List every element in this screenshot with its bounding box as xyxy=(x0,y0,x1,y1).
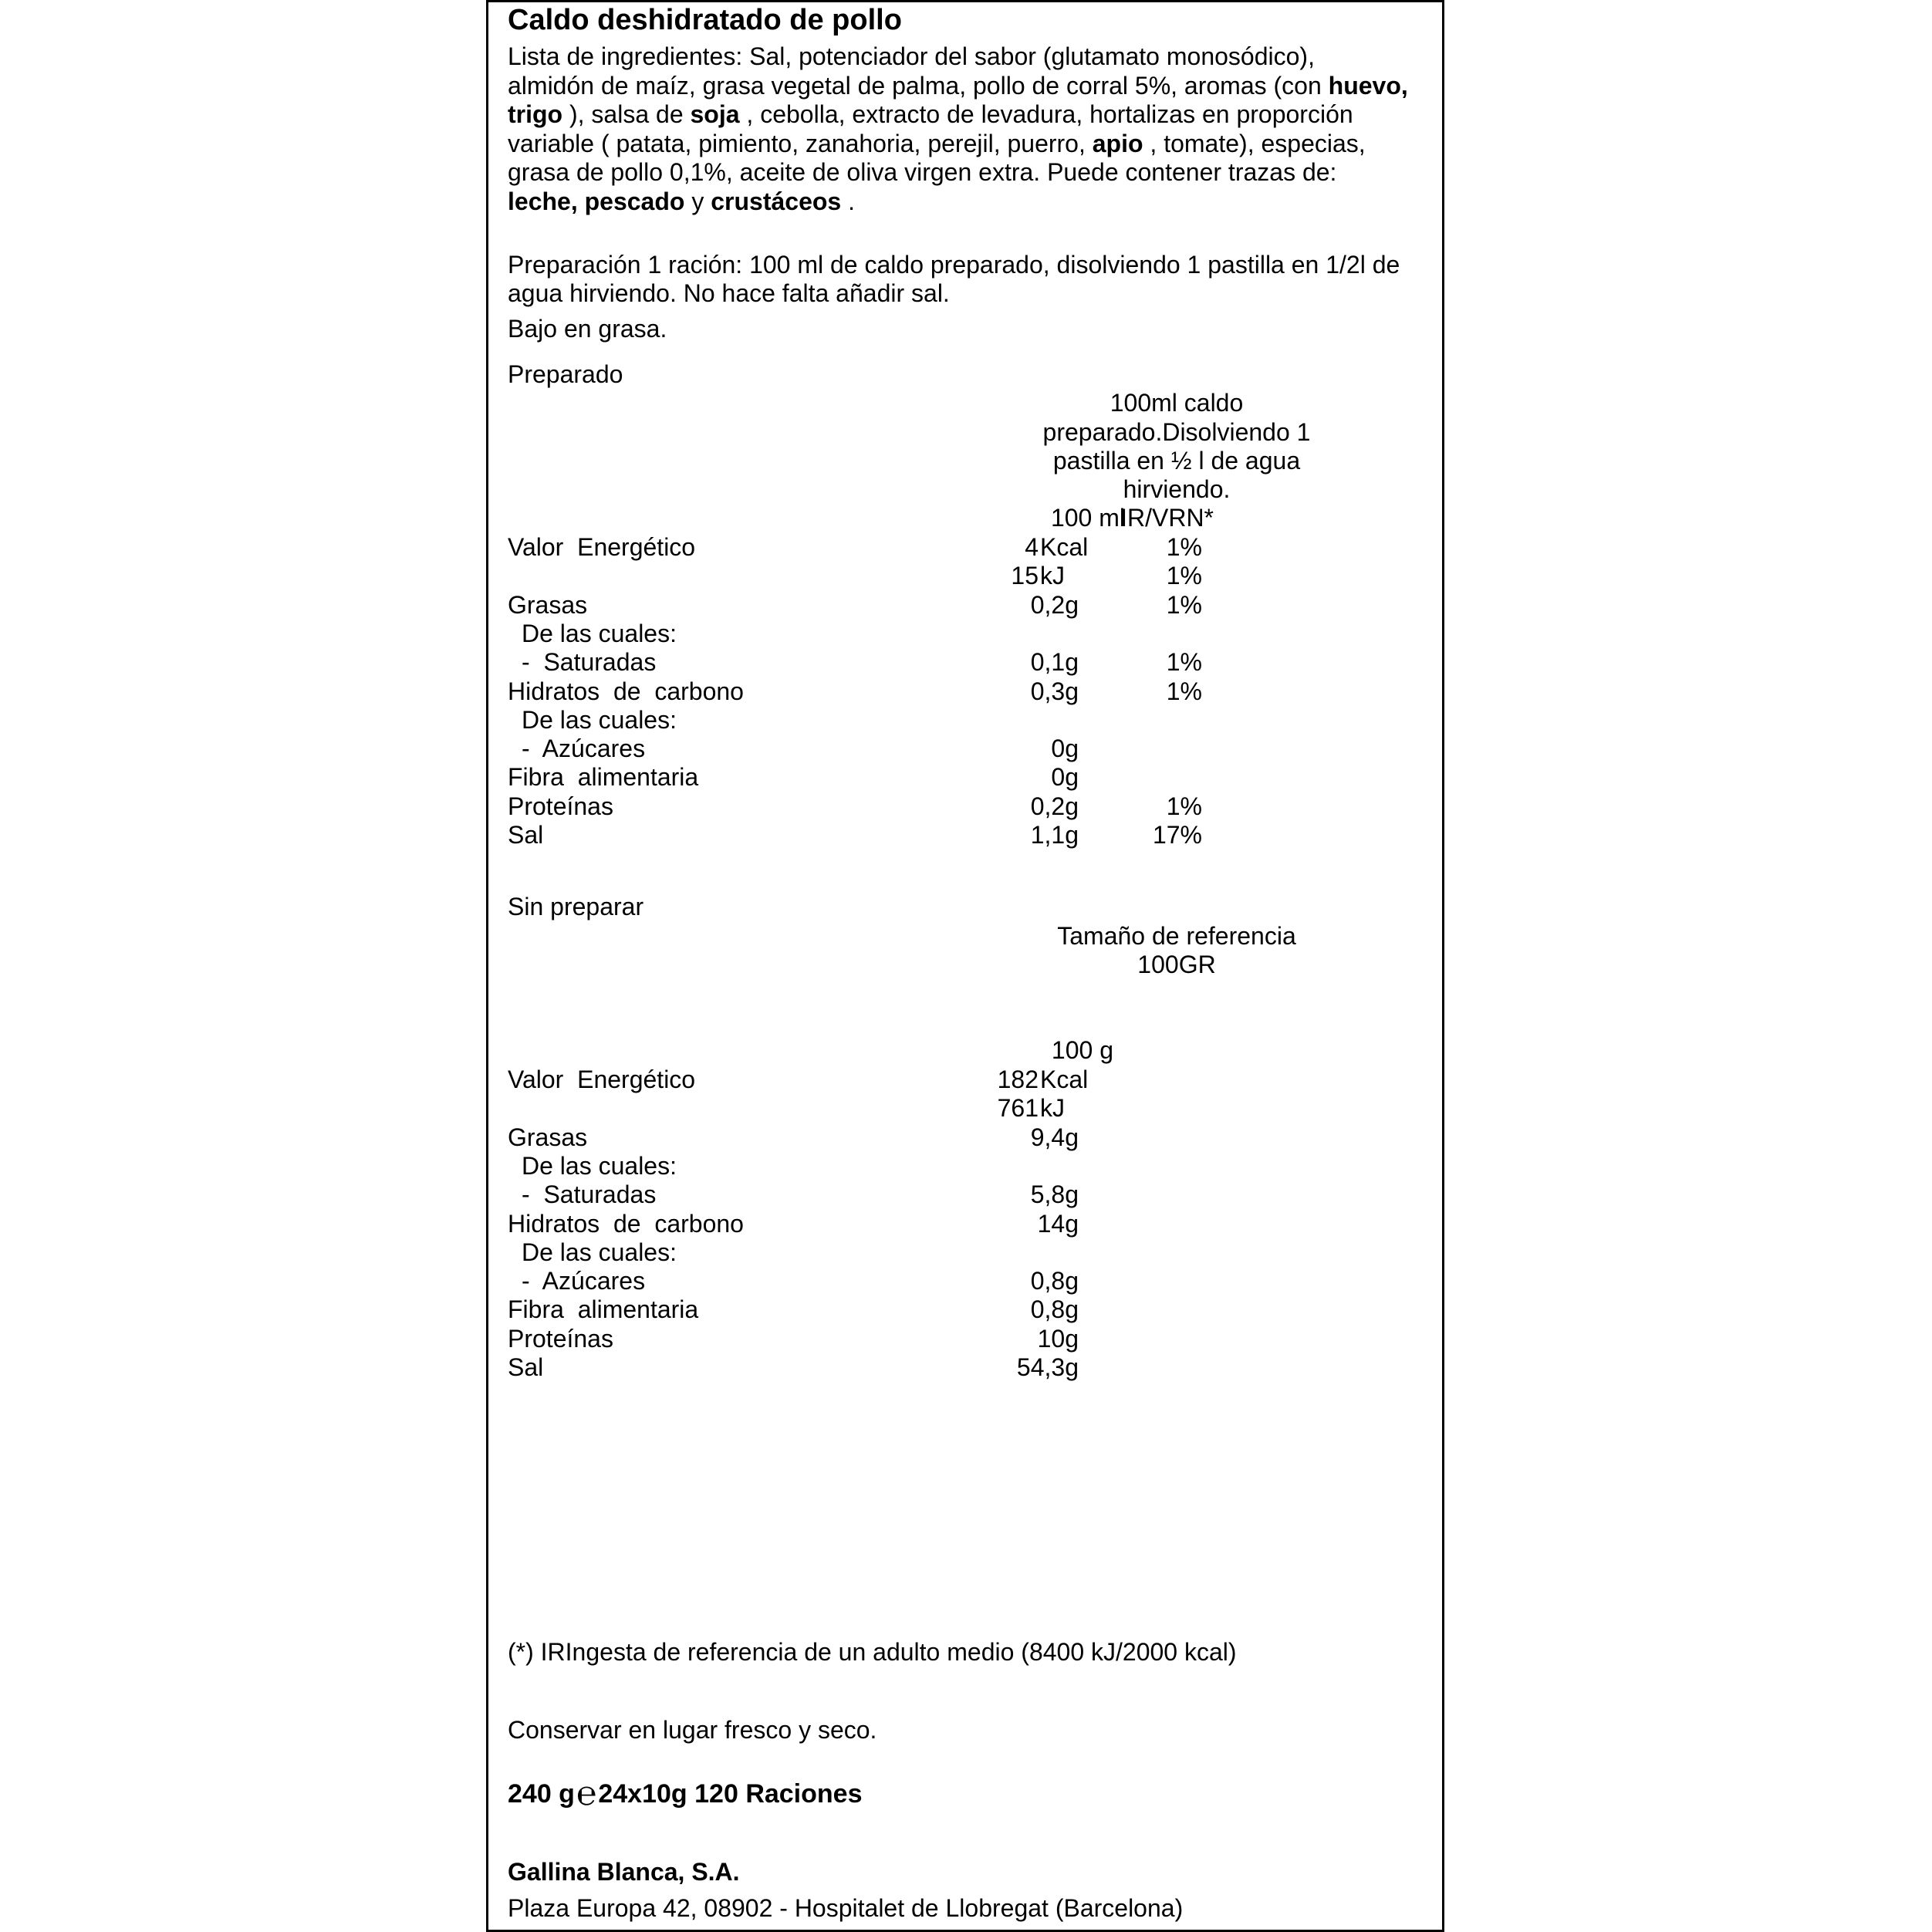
prepared-row-unit: kJ xyxy=(1040,562,1065,590)
prepared-header-line-2: preparado.Disolviendo 1 xyxy=(1042,418,1311,446)
unprepared-row-label: Valor Energético xyxy=(508,1066,696,1093)
prepared-row-label: Proteínas xyxy=(508,792,613,820)
unprepared-row-value: 0,8g xyxy=(1030,1267,1079,1295)
allergen-text: trigo xyxy=(508,100,563,128)
low-fat-claim: Bajo en grasa. xyxy=(508,315,667,343)
prepared-row-value: 0g xyxy=(1051,763,1079,792)
unprepared-row-value: 0,8g xyxy=(1030,1295,1079,1324)
prepared-row-label: - Saturadas xyxy=(522,648,657,677)
unprepared-row-value: 54,3g xyxy=(1016,1353,1079,1381)
allergen-text: huevo, xyxy=(1328,71,1408,100)
unprepared-row-value: 9,4g xyxy=(1030,1123,1079,1151)
prepared-row-value: 0,2g xyxy=(1030,590,1079,619)
prepared-row-percent: 1% xyxy=(1166,648,1202,677)
storage-instructions: Conservar en lugar fresco y seco. xyxy=(508,1716,877,1744)
ingredients-line xyxy=(508,100,1434,130)
ingredients-line xyxy=(508,130,1434,159)
prepared-row-percent: 1% xyxy=(1166,677,1202,705)
unprepared-row-label: Hidratos de carbono xyxy=(508,1209,744,1238)
unprepared-row-value: 182 xyxy=(997,1066,1039,1093)
prepared-row-label: Hidratos de carbono xyxy=(508,677,744,705)
prepared-row-unit: Kcal xyxy=(1040,533,1089,561)
unprepared-col-100g: 100 g xyxy=(1051,1036,1113,1064)
unprepared-row-value: 14g xyxy=(1037,1209,1079,1238)
ingredients-line xyxy=(508,72,1434,101)
label-panel xyxy=(486,0,1444,1932)
prepared-row-value: 1,1g xyxy=(1030,821,1079,849)
prepared-header-line-3: pastilla en ½ l de agua xyxy=(1052,447,1301,475)
allergen-text: crustáceos xyxy=(711,187,842,215)
footnote: (*) IRIngesta de referencia de un adulto medio (8400 kJ/2000 kcal) xyxy=(508,1638,1237,1666)
ingredient-text: , cebolla, extracto de levadura, hortalizas en proporción xyxy=(739,100,1353,128)
prepared-col-ir: IR/VRN* xyxy=(1120,504,1214,532)
prepared-header-line-4: hirviendo. xyxy=(1123,475,1231,503)
unprepared-row-unit: Kcal xyxy=(1040,1066,1089,1093)
estimated-sign-icon: ℮ xyxy=(576,1775,597,1812)
prepared-row-percent: 1% xyxy=(1166,562,1202,590)
ingredient-text: . xyxy=(841,187,855,215)
ingredient-text: variable ( patata, pimiento, zanahoria, perejil, puerro, xyxy=(508,129,1093,157)
net-weight: 240 g xyxy=(508,1779,575,1809)
unprepared-row-label: - Saturadas xyxy=(522,1180,657,1209)
allergen-text: soja xyxy=(690,100,740,128)
prepared-row-label: De las cuales: xyxy=(522,619,677,647)
prepared-row-label: Sal xyxy=(508,821,544,849)
ingredient-text: y xyxy=(684,187,711,215)
reference-size-line-1: Tamaño de referencia xyxy=(1057,922,1296,950)
unprepared-row-unit: kJ xyxy=(1040,1094,1065,1123)
prepared-row-label: Grasas xyxy=(508,590,588,619)
preparation-line-2: agua hirviendo. No hace falta añadir sal. xyxy=(508,279,950,307)
ingredients-line xyxy=(508,42,1434,72)
prepared-header-line-1: 100ml caldo xyxy=(1110,389,1244,417)
unprepared-row-label: De las cuales: xyxy=(522,1151,677,1180)
unprepared-row-label: Fibra alimentaria xyxy=(508,1295,699,1324)
quantity-line xyxy=(508,1775,863,1812)
ingredients-line xyxy=(508,187,1434,217)
ingredient-text: , tomate), especias, xyxy=(1143,129,1366,157)
prepared-row-value: 0,1g xyxy=(1030,648,1079,677)
prepared-row-label: Fibra alimentaria xyxy=(508,763,699,792)
unprepared-row-label: Proteínas xyxy=(508,1324,613,1353)
ingredient-text: Lista de ingredientes: Sal, potenciador del sabor (glutamato monosódico), xyxy=(508,42,1315,70)
ingredient-text: almidón de maíz, grasa vegetal de palma, pollo de corral 5%, aromas (con xyxy=(508,71,1329,100)
prepared-col-100ml: 100 ml xyxy=(1050,504,1125,532)
prepared-row-value: 15 xyxy=(1011,562,1039,590)
unprepared-row-label: De las cuales: xyxy=(522,1238,677,1266)
servings: 120 Raciones xyxy=(694,1779,863,1809)
ingredients-line xyxy=(508,158,1434,187)
product-title: Caldo deshidratado de pollo xyxy=(508,4,902,36)
prepared-row-percent: 1% xyxy=(1166,533,1202,561)
prepared-row-label: De las cuales: xyxy=(522,705,677,734)
unprepared-row-value: 10g xyxy=(1037,1324,1079,1353)
unprepared-section-label: Sin preparar xyxy=(508,893,644,920)
ingredient-text: ), salsa de xyxy=(562,100,691,128)
company-address: Plaza Europa 42, 08902 - Hospitalet de Llobregat (Barcelona) xyxy=(508,1894,1184,1922)
prepared-row-value: 0,3g xyxy=(1030,677,1079,705)
preparation-line-1: Preparación 1 ración: 100 ml de caldo preparado, disolviendo 1 pastilla en 1/2l de xyxy=(508,251,1400,279)
prepared-row-percent: 1% xyxy=(1166,590,1202,619)
prepared-row-label: - Azúcares xyxy=(522,735,646,763)
unprepared-row-label: - Azúcares xyxy=(522,1267,646,1295)
prepared-row-percent: 17% xyxy=(1152,821,1202,849)
ingredients-list xyxy=(508,42,1434,216)
prepared-row-value: 0,2g xyxy=(1030,792,1079,820)
allergen-text: apio xyxy=(1092,129,1143,157)
prepared-row-label: Valor Energético xyxy=(508,533,696,561)
unprepared-row-value: 5,8g xyxy=(1030,1180,1079,1209)
unprepared-row-label: Sal xyxy=(508,1353,544,1381)
company-name: Gallina Blanca, S.A. xyxy=(508,1858,740,1886)
allergen-text: leche, pescado xyxy=(508,187,685,215)
prepared-row-value: 0g xyxy=(1051,735,1079,763)
prepared-row-value: 4 xyxy=(1025,533,1039,561)
reference-size-line-2: 100GR xyxy=(1137,951,1216,978)
prepared-section-label: Preparado xyxy=(508,360,623,388)
prepared-row-percent: 1% xyxy=(1166,792,1202,820)
unprepared-row-value: 761 xyxy=(997,1094,1039,1123)
pack-format: 24x10g xyxy=(598,1779,687,1809)
ingredient-text: grasa de pollo 0,1%, aceite de oliva virgen extra. Puede contener trazas de: xyxy=(508,158,1337,186)
unprepared-row-label: Grasas xyxy=(508,1123,588,1151)
